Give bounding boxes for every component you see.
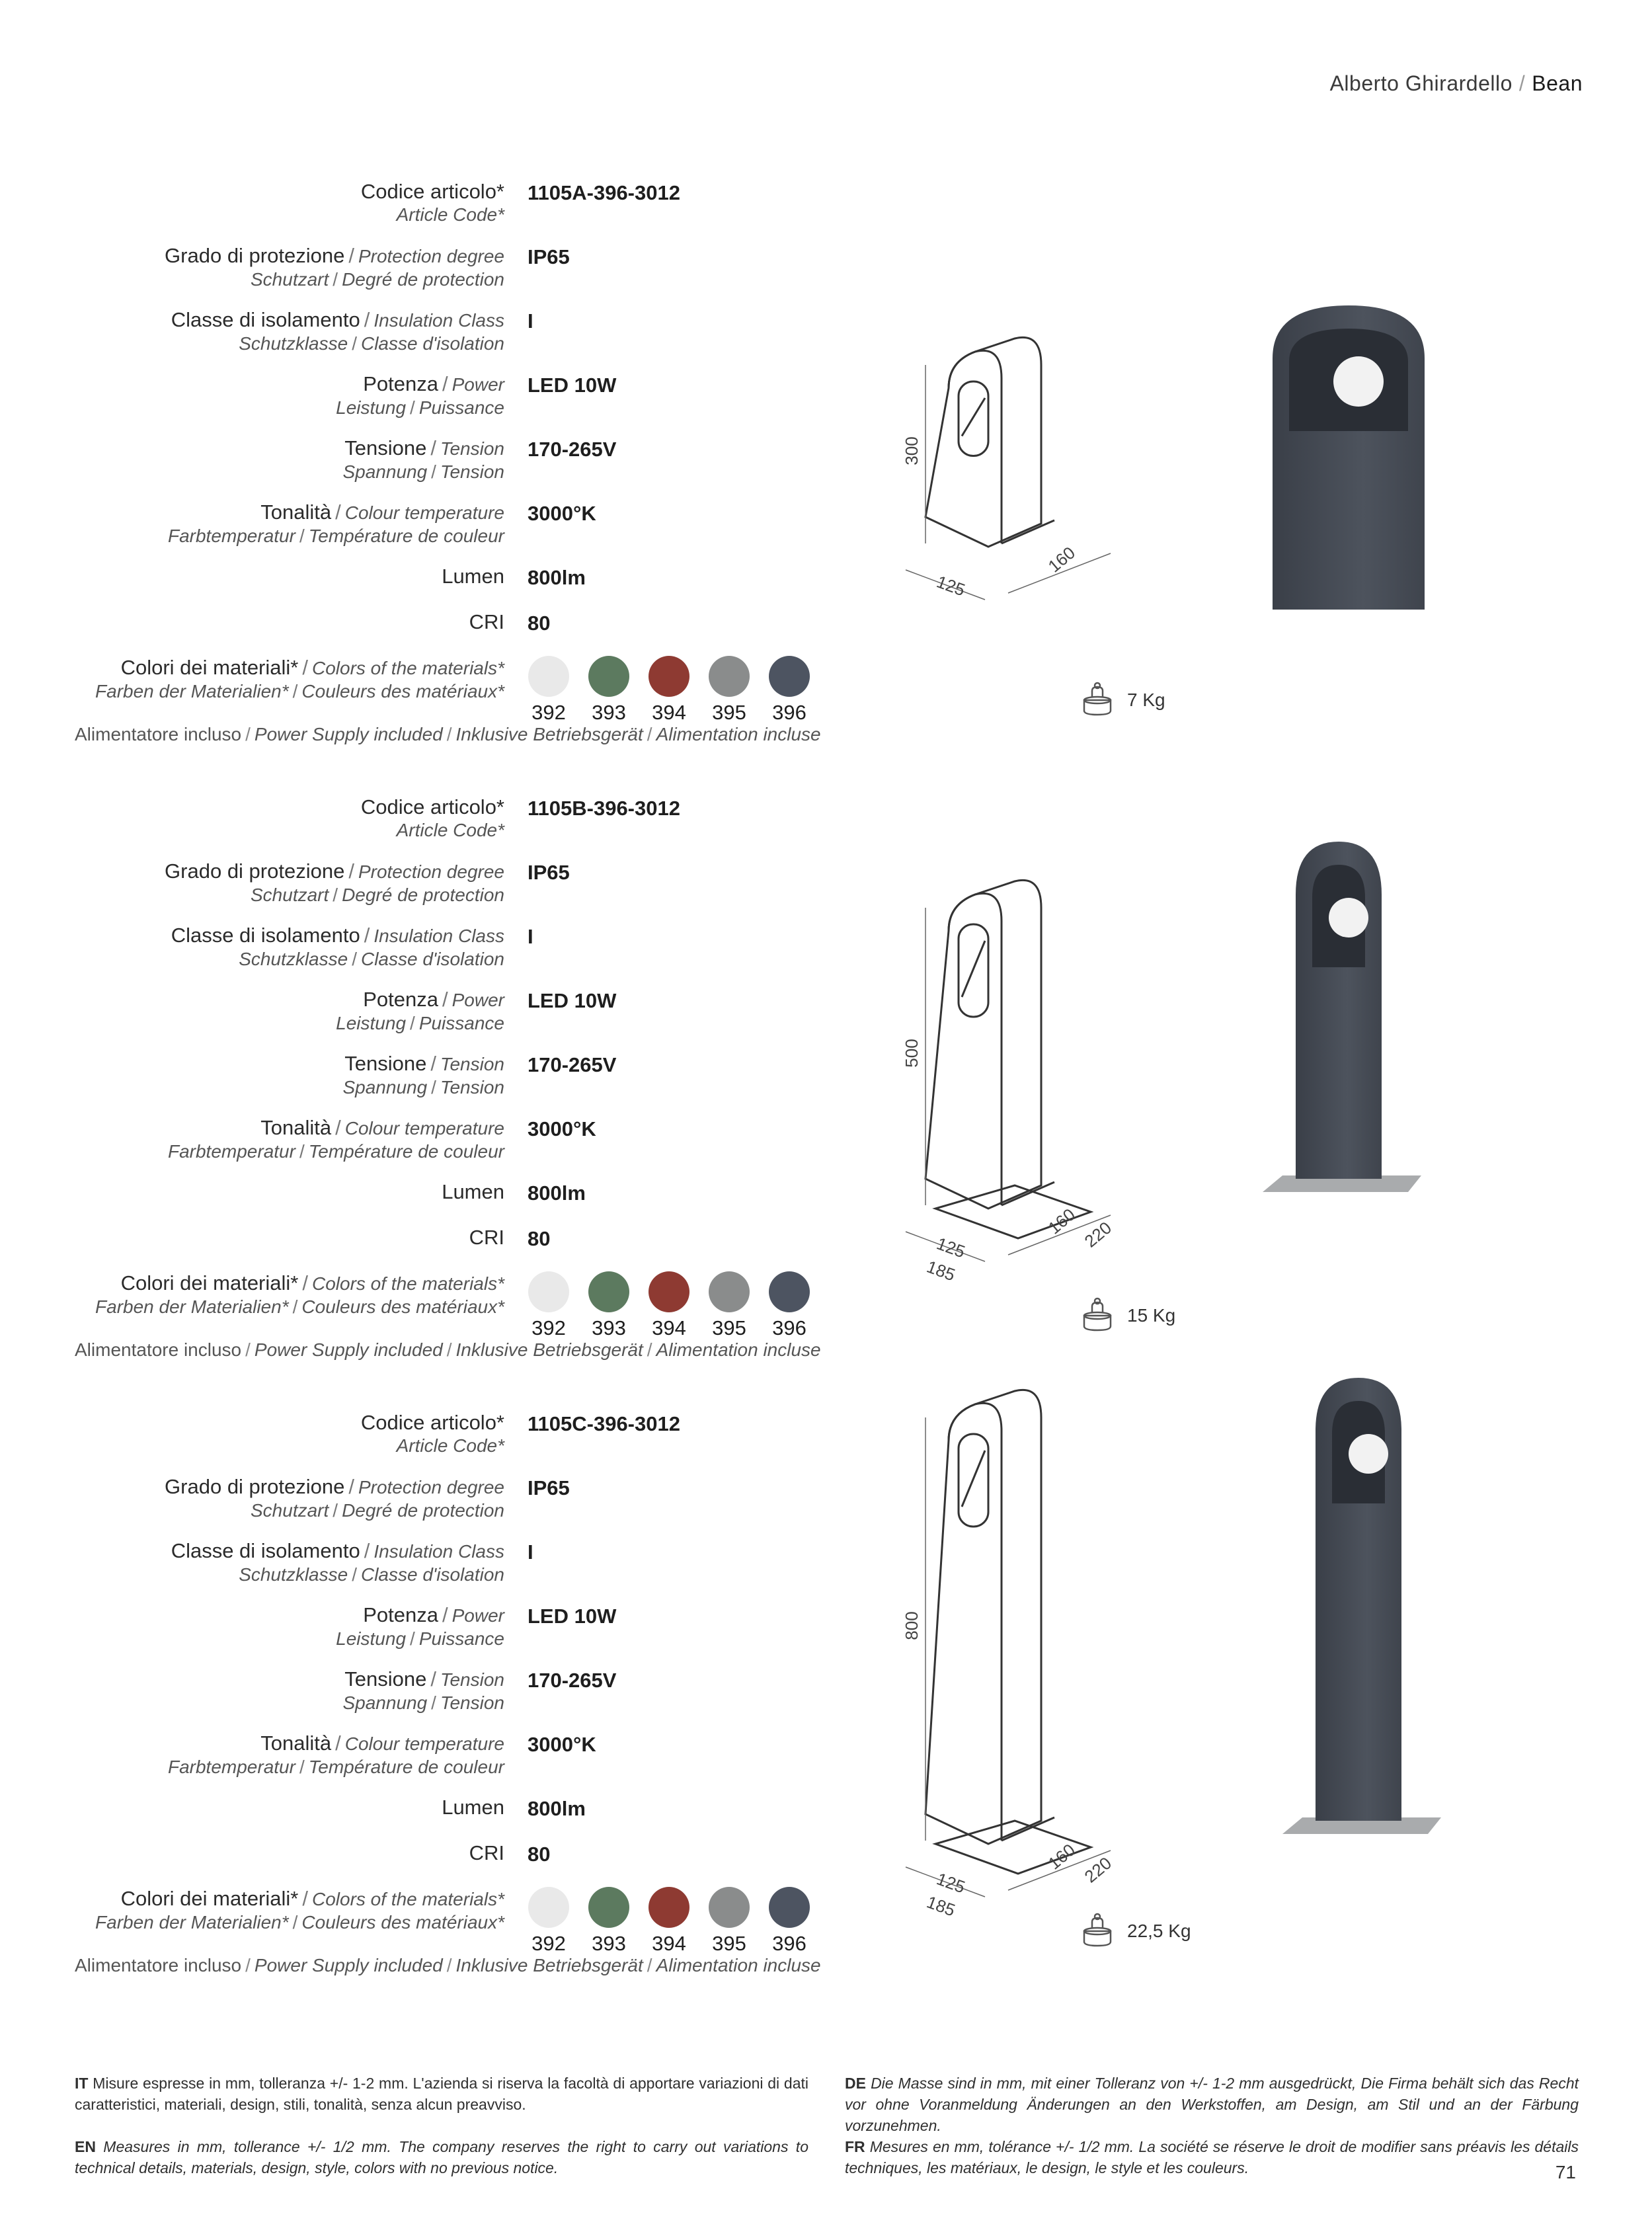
body-edge [949, 893, 1054, 1205]
width-dim-label: 125 [933, 1868, 968, 1897]
depth-dim-label: 160 [1044, 1204, 1080, 1238]
color-code-395: 395 [712, 1316, 746, 1339]
voltage-value: 170-265V [528, 438, 617, 461]
article-code-label: Codice articolo* Article Code* [360, 1411, 504, 1456]
body-edge [949, 350, 1054, 543]
light-globe [1329, 898, 1368, 937]
colors-label: Colori dei materiali* / Colors of the materials* Farben der Materialien* / Couleurs des matériaux* [95, 1887, 504, 1932]
designer-name: Alberto Ghirardello [1329, 71, 1513, 95]
color-code-396: 396 [772, 1932, 806, 1955]
base-width-dim-label: 185 [924, 1256, 958, 1285]
cri-value: 80 [528, 1843, 551, 1866]
height-dim-label: 800 [902, 1611, 922, 1640]
weight-icon [1078, 1910, 1117, 1950]
insulation-label: Classe di isolamento / Insulation Class Schutzklasse / Classe d'isolation [171, 924, 504, 969]
cri-label: CRI [469, 610, 504, 633]
lumen-value: 800lm [528, 1181, 586, 1205]
color-swatch-396 [769, 1271, 810, 1312]
color-code-393: 393 [592, 701, 626, 724]
page-header [1330, 71, 1583, 96]
product-block-2 [0, 795, 1652, 1410]
product-photo-image [1276, 1371, 1448, 1860]
page-number: 71 [1555, 2162, 1576, 2182]
color-swatch-392 [528, 1887, 569, 1928]
power-label: Potenza / Power Leistung / Puissance [336, 988, 504, 1033]
width-dim-label: 125 [933, 571, 968, 600]
body-edge [949, 1403, 1054, 1841]
cri-label: CRI [469, 1841, 504, 1864]
voltage-label: Tensione / Tension Spannung / Tension [342, 436, 504, 482]
protection-value: IP65 [528, 861, 570, 884]
article-code-value: 1105A-396-3012 [528, 181, 680, 204]
insulation-value: I [528, 1540, 533, 1564]
color-code-392: 392 [531, 1932, 566, 1955]
power-supply-note: Alimentatore incluso / Power Supply included / Inklusive Betriebsgerät / Alimentation incluse [75, 1339, 821, 1360]
note-it: IT Misure espresse in mm, tolleranza +/- 1-2 mm. L'azienda si riserva la facoltà di apportare variazioni di dati caratteristici, materiali, design, stili, tonalità, senza alcun preavviso. [75, 2075, 808, 2113]
color-swatch-392 [528, 1271, 569, 1312]
cri-value: 80 [528, 1227, 551, 1250]
protection-label: Grado di protezione / Protection degree Schutzart / Degré de protection [165, 244, 504, 290]
color-swatch-392 [528, 656, 569, 697]
weight-value: 15 Kg [1127, 1305, 1176, 1326]
colors-label: Colori dei materiali* / Colors of the materials* Farben der Materialien* / Couleurs des matériaux* [95, 1271, 504, 1317]
power-label: Potenza / Power Leistung / Puissance [336, 372, 504, 418]
weight-value: 7 Kg [1127, 690, 1165, 710]
power-value: LED 10W [528, 1605, 617, 1628]
height-dim-label: 300 [902, 436, 922, 465]
collection-name: Bean [1532, 71, 1583, 95]
body-outline [925, 1390, 1041, 1844]
color-code-396: 396 [772, 701, 806, 724]
light-globe [1349, 1434, 1388, 1474]
dimension-drawing [886, 1381, 1163, 1963]
color-code-394: 394 [652, 1932, 686, 1955]
cri-value: 80 [528, 612, 551, 635]
colors-label: Colori dei materiali* / Colors of the materials* Farben der Materialien* / Couleurs des matériaux* [95, 656, 504, 701]
colour-temp-value: 3000°K [528, 502, 596, 525]
weight-info [1078, 1294, 1176, 1337]
note-en: EN Measures in mm, tollerance +/- 1/2 mm. The company reserves the right to carry out variations to technical details, materials, design, style, colors with no previous notice. [75, 2138, 808, 2176]
color-swatch-393 [588, 1271, 629, 1312]
color-swatch-394 [649, 1271, 689, 1312]
window-diagonal [962, 1451, 985, 1507]
product-block-1 [0, 180, 1652, 795]
lumen-label: Lumen [442, 1180, 504, 1203]
body-outline [925, 880, 1041, 1209]
dimension-drawing [886, 329, 1163, 666]
color-swatch-393 [588, 656, 629, 697]
notes-right [845, 2073, 1579, 2200]
product-block-3 [0, 1411, 1652, 2026]
article-code-value: 1105B-396-3012 [528, 797, 680, 820]
article-code-value: 1105C-396-3012 [528, 1412, 680, 1435]
lumen-label: Lumen [442, 1796, 504, 1819]
color-swatch-393 [588, 1887, 629, 1928]
base-depth-dim-label: 220 [1080, 1852, 1116, 1887]
colour-temp-value: 3000°K [528, 1733, 596, 1756]
color-code-393: 393 [592, 1316, 626, 1339]
colour-temp-label: Tonalità / Colour temperature Farbtemperatur / Température de couleur [167, 1116, 504, 1162]
base-depth-dim-label: 220 [1080, 1217, 1116, 1252]
color-code-392: 392 [531, 1316, 566, 1339]
color-code-395: 395 [712, 701, 746, 724]
color-code-394: 394 [652, 701, 686, 724]
protection-value: IP65 [528, 1476, 570, 1499]
color-swatch-395 [709, 1271, 750, 1312]
color-swatch-396 [769, 656, 810, 697]
window-diagonal [962, 941, 985, 997]
body-outline [925, 337, 1041, 547]
color-swatch-395 [709, 1887, 750, 1928]
voltage-label: Tensione / Tension Spannung / Tension [342, 1052, 504, 1097]
article-code-label: Codice articolo* Article Code* [360, 180, 504, 225]
protection-label: Grado di protezione / Protection degree Schutzart / Degré de protection [165, 859, 504, 905]
color-code-392: 392 [531, 701, 566, 724]
width-dim-label: 125 [933, 1233, 968, 1262]
weight-info [1078, 679, 1165, 722]
power-label: Potenza / Power Leistung / Puissance [336, 1603, 504, 1649]
weight-value: 22,5 Kg [1127, 1921, 1191, 1941]
base-width-dim-label: 185 [924, 1892, 958, 1921]
insulation-label: Classe di isolamento / Insulation Class Schutzklasse / Classe d'isolation [171, 1539, 504, 1585]
color-swatch-395 [709, 656, 750, 697]
color-swatch-394 [649, 1887, 689, 1928]
colour-temp-label: Tonalità / Colour temperature Farbtemperatur / Température de couleur [167, 1732, 504, 1777]
insulation-value: I [528, 309, 533, 333]
window-diagonal [962, 398, 985, 436]
weight-icon [1078, 679, 1117, 719]
article-code-label: Codice articolo* Article Code* [360, 795, 504, 840]
protection-value: IP65 [528, 245, 570, 268]
color-code-393: 393 [592, 1932, 626, 1955]
insulation-value: I [528, 925, 533, 948]
color-code-396: 396 [772, 1316, 806, 1339]
depth-dim-label: 160 [1044, 542, 1080, 577]
power-supply-note: Alimentatore incluso / Power Supply included / Inklusive Betriebsgerät / Alimentation incluse [75, 1955, 821, 1975]
lumen-value: 800lm [528, 1797, 586, 1820]
cri-label: CRI [469, 1226, 504, 1249]
color-code-395: 395 [712, 1932, 746, 1955]
note-de: DE Die Masse sind in mm, mit einer Tolleranz von +/- 1-2 mm ausgedrückt, Die Firma behält sich das Recht vor ohne Voranmeldung Änderungen an den Werkstoffen, am Design, am Stil und an der Färbung vorzunehmen. [845, 2075, 1579, 2134]
color-swatch-396 [769, 1887, 810, 1928]
color-swatch-394 [649, 656, 689, 697]
voltage-value: 170-265V [528, 1669, 617, 1692]
voltage-label: Tensione / Tension Spannung / Tension [342, 1667, 504, 1713]
product-photo-image [1256, 835, 1428, 1218]
weight-info [1078, 1910, 1191, 1953]
header-separator: / [1518, 71, 1526, 95]
power-value: LED 10W [528, 374, 617, 397]
product-photo-image [1263, 299, 1435, 636]
colour-temp-label: Tonalità / Colour temperature Farbtemperatur / Température de couleur [167, 500, 504, 546]
colour-temp-value: 3000°K [528, 1117, 596, 1140]
lumen-value: 800lm [528, 566, 586, 589]
protection-label: Grado di protezione / Protection degree Schutzart / Degré de protection [165, 1475, 504, 1521]
note-fr: FR Mesures en mm, tolérance +/- 1/2 mm. La société se réserve le droit de modifier sans préavis les détails techniques, les matériaux, le design, le style et les couleurs. [845, 2138, 1579, 2176]
light-globe [1333, 356, 1384, 407]
voltage-value: 170-265V [528, 1053, 617, 1076]
weight-icon [1078, 1294, 1117, 1334]
notes-left [75, 2073, 808, 2200]
lumen-label: Lumen [442, 565, 504, 588]
color-code-394: 394 [652, 1316, 686, 1339]
power-value: LED 10W [528, 989, 617, 1012]
depth-dim-label: 160 [1044, 1839, 1080, 1874]
insulation-label: Classe di isolamento / Insulation Class Schutzklasse / Classe d'isolation [171, 308, 504, 354]
dimension-drawing [886, 871, 1163, 1328]
height-dim-label: 500 [902, 1039, 922, 1068]
power-supply-note: Alimentatore incluso / Power Supply included / Inklusive Betriebsgerät / Alimentation incluse [75, 724, 821, 744]
